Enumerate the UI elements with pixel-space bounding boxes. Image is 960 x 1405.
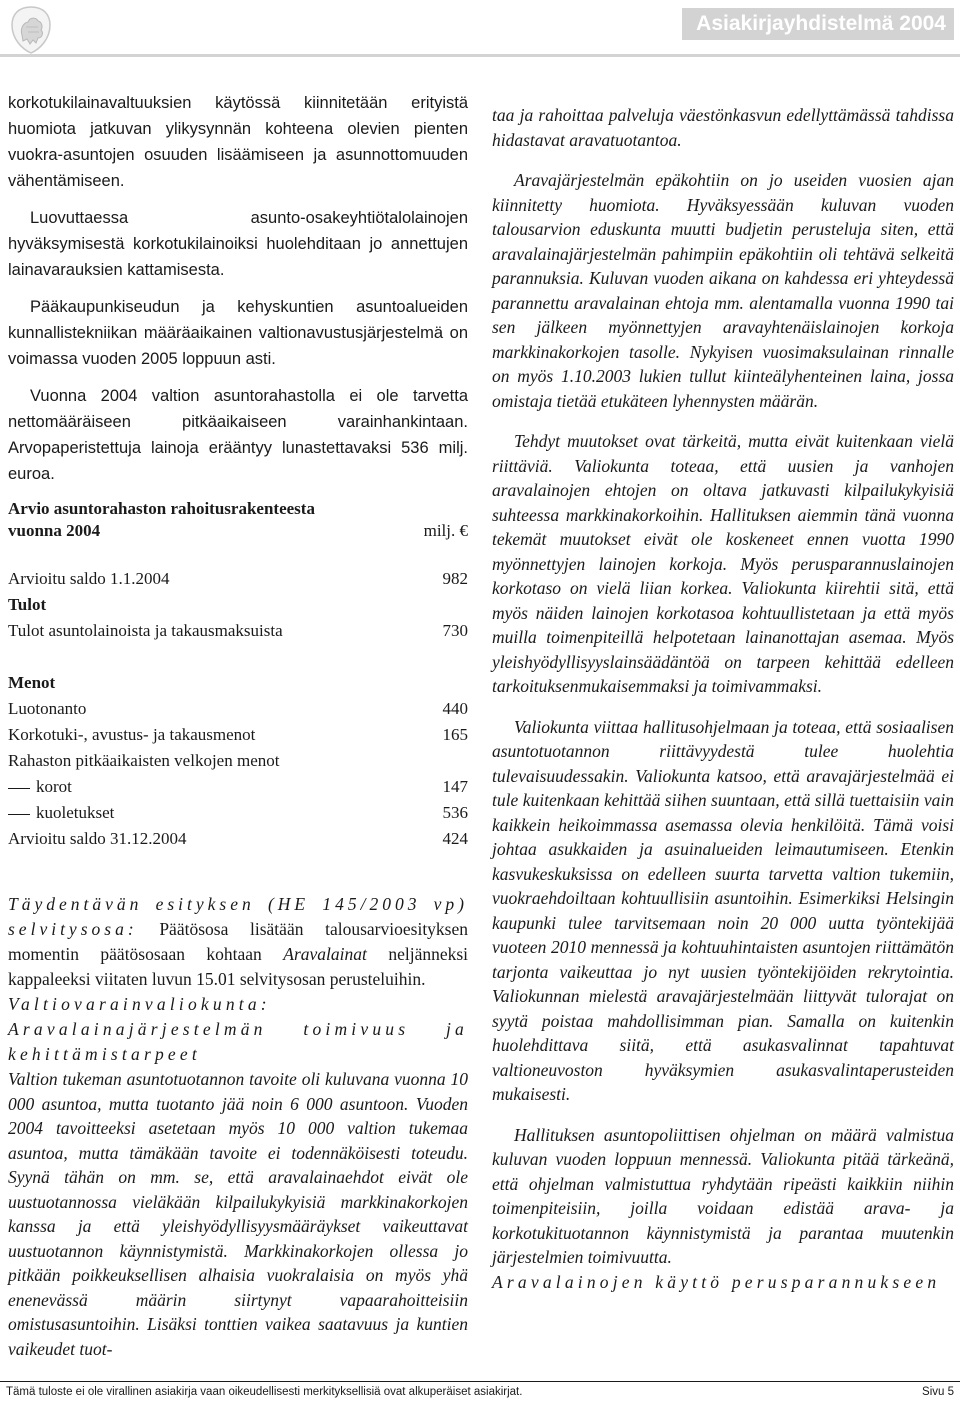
paragraph: Vuonna 2004 valtion asuntorahastolla ei ole tarvetta nettomääräiseen pitkäaikaiseen varainhankintaan. Arvopaperistettuja lainoja erääntyy lunastettavaksi 536 milj. euroa.	[8, 387, 468, 483]
right-column	[492, 103, 954, 1295]
left-column	[8, 90, 468, 1361]
section-heading: Aravalainojen käyttö perusparannukseen	[492, 1271, 941, 1292]
table-row	[8, 722, 468, 748]
document-title: Asiakirjayhdistelmä 2004	[682, 8, 954, 40]
row-label: Arvioitu saldo 1.1.2004	[8, 569, 170, 588]
supplementary-text: neljänneksi kappaleeksi viitaten luvun 15.01 selvitysosan perusteluihin.	[8, 944, 469, 989]
table-unit: milj. €	[423, 521, 468, 540]
table-title-line: vuonna 2004	[8, 521, 101, 540]
row-label: Menot	[8, 673, 56, 692]
row-label: Korkotuki-, avustus- ja takausmenot	[8, 725, 256, 744]
table-title	[8, 498, 468, 542]
row-label: kuoletukset	[36, 803, 115, 822]
page-number: Sivu 5	[922, 1386, 954, 1398]
footer-divider	[0, 1381, 960, 1382]
committee-paragraph: Aravajärjestelmän epäkohtiin on jo useiden vuosien ajan kiinnitetty huomiota. Hyväksyessään kuluvan vuoden talousarvion eduskunta muutti budjetin perusteluja siten, että aravalainajärjestelmän pahimpiin epäkohtiin oli tehtävä selkeitä parannuksia. Kuluvan vuoden aikana on kahdessa eri yhteydessä parannettu aravalainan ehtoja mm. alentamalla vuonna 1990 tai sen jälkeen myönnettyjen aravayhtenäislainojen korkoja markkinakorkojen tasolle. Nykyisen vuosimaksulainan rinnalle on myös 1.10.2003 lukien tullut kiinteälyhenteinen laina, jossa omistaja tietää etukäteen lyhennysten määrän.	[492, 170, 954, 411]
paragraph: Pääkaupunkiseudun ja kehyskuntien asuntoalueiden kunnallistekniikan määräaikainen valtionavustusjärjestelmä on voimassa vuoden 2005 loppuun asti.	[8, 298, 468, 368]
committee-paragraph: Hallituksen asuntopoliittisen ohjelman on määrä valmistua kuluvan vuoden loppuun mennessä. Valiokunta pitää tärkeänä, että ohjelman valmistuttua ryhdytään ripeästi kaikkiin niihin toimenpiteisiin, joilla voidaan edistää arava- ja korkotukituotannon käynnistymistä ja parantaa muutenkin järjestelmien toimivuutta.	[492, 1124, 954, 1267]
table-section-heading	[8, 592, 468, 618]
page-header	[0, 0, 960, 60]
table-section-heading	[8, 670, 468, 696]
row-value: 424	[442, 829, 468, 848]
row-label: Tulot asuntolainoista ja takausmaksuista	[8, 621, 283, 640]
paragraph: korkotukilainavaltuuksien käytössä kiinnitetään erityistä huomiota jatkuvan ylikysynnän kohteena olevien pienten vuokra-asuntojen osuuden lisäämiseen ja asunnottomuuden vähentämiseen.	[8, 94, 468, 190]
supplementary-text: Päätösosa lisätään talousarvioesityksen momentin päätösosaan kohtaan	[8, 919, 469, 964]
table-row	[8, 566, 468, 592]
committee-paragraph: Valtion tukeman asuntotuotannon tavoite oli kuluvana vuonna 10 000 asuntoa, mutta tuotanto jää noin 6 000 asuntoon. Vuoden 2004 tavoitteeksi asetetaan myös 10 000 valtion tukemaa asuntoa, mutta tämäkään tavoite ei todennäköisesti toteudu. Syynä tähän on mm. se, että aravalainaehdot eivät ole uustuotannossa vieläkään kilpailukykyisiä markkinakorkojen kanssa ja että yleishyödyllisyysmääräykset vaikeuttavat uustuotannon käynnistymistä. Markkinakorkojen ollessa jo pitkään poikkeuksellisen alhaisia vuokralaisia on myös yhä enenevässä määrin siirtynyt vapaarahoitteisiin omistusasuntoihin. Lisäksi tonttien vaikea saatavuus ja kuntien vaikeudet tuot-	[8, 1069, 468, 1359]
row-value: 982	[442, 569, 468, 588]
dash-mark	[8, 788, 30, 789]
row-value: 440	[442, 699, 468, 718]
committee-label: Valtiovarainvaliokunta:	[8, 994, 271, 1014]
supplementary-paragraph	[8, 892, 468, 992]
table-row	[8, 774, 468, 800]
committee-paragraph: taa ja rahoittaa palveluja väestönkasvun edellyttämässä tahdissa hidastavat aravatuotantoa.	[492, 105, 954, 150]
committee-paragraph: Tehdyt muutokset ovat tärkeitä, mutta eivät kuitenkaan vielä riittäviä. Valiokunta toteaa, että uusien ja vanhojen aravalainojen ehtojen on oltava jatkuvasti kilpailukykyisiä suhteessa markkinakorkoihin. Hallituksen aiemmin tänä vuonna tekemät muutokset eivät ole koskeneet ennen vuotta 1990 myönnettyjen lainojen korkoja. Myös perusparannuslainojen korkotaso on vielä liian korkea. Valiokunta kiirehtii sitä, että myös näiden lainojen korkotasoa kohtuullistetaan ja että myös muilla toimenpiteillä helpotetaan lainanottajan asemaa. Myös yleishyödyllisyyslainsäädäntöä on tarpeen kehittää edelleen tarkoituksenmukaisemmaksi ja toimivammaksi.	[492, 431, 954, 696]
row-value: 536	[442, 803, 468, 822]
row-label: Tulot	[8, 595, 47, 614]
committee-paragraph: Valiokunta viittaa hallitusohjelmaan ja toteaa, että sosiaalisen asuntotuotannon riittävyydestä tulee huolehtia tulevaisuudessakin. Valiokunta katsoo, että aravajärjestelmää ei tule kuitenkaan kehittää siihen suuntaan, että sillä tuettaisiin vain kaikkein heikoimmassa asemassa olevia henkilöitä. Tämä voisi johtaa asukkaiden ja asuinalueiden leimautumiseen. Etenkin kasvukeskuksissa on edelleen suurta tarvetta valtion tukemiin, vuokraehdoiltaan kohtuullisiin asuntoihin. Esimerkiksi Helsingin kaupunki tulee tarvitsemaan noin 20 000 uutta työntekijää vuoteen 2010 mennessä ja kohtuuhintaisten asuntojen riittämätön tarjonta vaikeuttaa jo nyt uusien työntekijöiden rekrytointia. Valiokunnan mielestä aravajärjestelmään liittyvät tulorajat on syytä poistaa mahdollisimman pian. Samalla on kuitenkin huolehdittava siitä, että asukasvalinnat tapahtuvat valtioneuvoston hyväksymien asukasvalintaperusteiden mukaisesti.	[492, 716, 954, 1104]
row-label: Rahaston pitkäaikaisten velkojen menot	[8, 751, 280, 770]
table-row	[8, 800, 468, 826]
row-label: Luotonanto	[8, 699, 87, 718]
row-label: Arvioitu saldo 31.12.2004	[8, 829, 187, 848]
table-row	[8, 696, 468, 722]
section-heading: Aravalainajärjestelmän toimivuus ja kehittämistarpeet	[8, 1019, 468, 1064]
page-footer	[6, 1386, 954, 1398]
row-label: korot	[36, 777, 72, 796]
finance-table	[8, 566, 468, 852]
lion-crest-icon	[8, 5, 54, 55]
supplementary-heading: Täydentävän esityksen (HE 145/2003 vp) selvitysosa:	[8, 894, 468, 939]
header-divider	[0, 54, 960, 57]
table-title-line: Arvio asuntorahaston rahoitusrakenteesta	[8, 499, 315, 518]
table-row	[8, 826, 468, 852]
table-row	[8, 748, 468, 774]
footer-note: Tämä tuloste ei ole virallinen asiakirja vaan oikeudellisesti merkityksellisiä ovat alkuperäiset asiakirjat.	[6, 1386, 523, 1398]
supplementary-item-name: Aravalainat	[283, 944, 367, 964]
row-value: 147	[442, 777, 468, 796]
paragraph: Luovuttaessa asunto-osakeyhtiötalolainojen hyväksymisestä korkotukilainoiksi huolehditaan jo annettujen lainavarauksien kattamisesta.	[8, 209, 468, 279]
row-value: 730	[442, 621, 468, 640]
row-value: 165	[442, 725, 468, 744]
table-row	[8, 618, 468, 644]
dash-mark	[8, 814, 30, 815]
